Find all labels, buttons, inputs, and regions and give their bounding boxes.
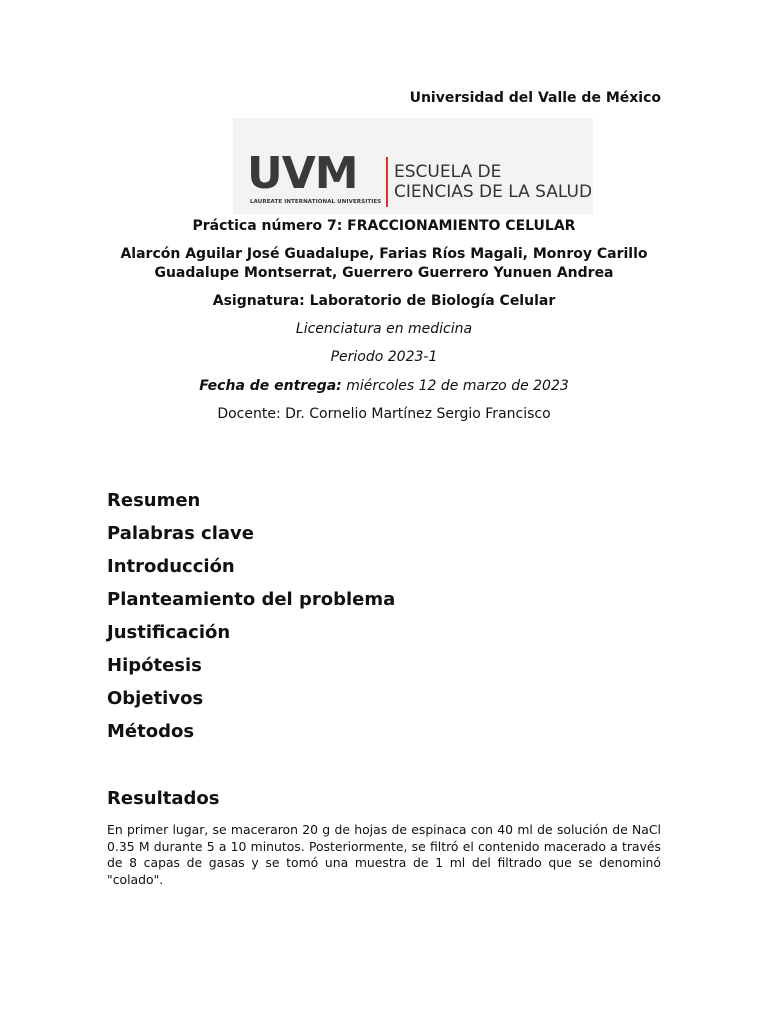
heading-resumen: Resumen	[107, 490, 201, 511]
heading-metodos: Métodos	[107, 721, 195, 742]
period-line	[0, 349, 768, 365]
logo-divider	[386, 157, 388, 207]
practice-title: Práctica número 7: FRACCIONAMIENTO CELULAR	[192, 218, 576, 234]
due-date-line	[0, 378, 768, 394]
heading-hipotesis: Hipótesis	[107, 655, 202, 676]
heading-planteamiento: Planteamiento del problema	[107, 589, 396, 610]
results-paragraph: En primer lugar, se maceraron 20 g de hojas de espinaca con 40 ml de solución de NaCl 0.35 M durante 5 a 10 minutos. Posteriormente, se filtró el contenido macerado a través de 8 capas de gasas y se tomó una muestra de 1 ml del filtrado que se denominó "colado".	[107, 822, 661, 887]
logo-school-line2: CIENCIAS DE LA SALUD	[394, 182, 593, 202]
heading-palabras-clave: Palabras clave	[107, 523, 254, 544]
period-suffix: -1	[423, 349, 438, 365]
logo-brand-text: UVM	[247, 148, 358, 199]
logo-laureate-text: LAUREATE INTERNATIONAL UNIVERSITIES	[250, 199, 382, 205]
university-name: Universidad del Valle de México	[409, 90, 661, 106]
heading-objetivos: Objetivos	[107, 688, 204, 709]
authors-line-1: Alarcón Aguilar José Guadalupe, Farias Ríos Magali, Monroy Carillo	[120, 246, 648, 262]
heading-introduccion: Introducción	[107, 556, 235, 577]
period-label: Periodo 2023	[330, 349, 424, 365]
subject-line: Asignatura: Laboratorio de Biología Celular	[212, 293, 556, 309]
uvm-logo	[233, 118, 593, 214]
heading-justificacion: Justificación	[107, 622, 231, 643]
logo-school-line1: ESCUELA DE	[394, 162, 502, 182]
degree-line: Licenciatura en medicina	[295, 321, 473, 337]
logo-school-text	[394, 162, 592, 202]
due-date-label: Fecha de entrega:	[199, 378, 342, 394]
heading-resultados: Resultados	[107, 788, 220, 809]
due-date-value: miércoles 12 de marzo de 2023	[341, 378, 569, 394]
authors-line-2: Guadalupe Montserrat, Guerrero Guerrero Yunuen Andrea	[154, 265, 614, 281]
teacher-line: Docente: Dr. Cornelio Martínez Sergio Francisco	[217, 406, 551, 422]
